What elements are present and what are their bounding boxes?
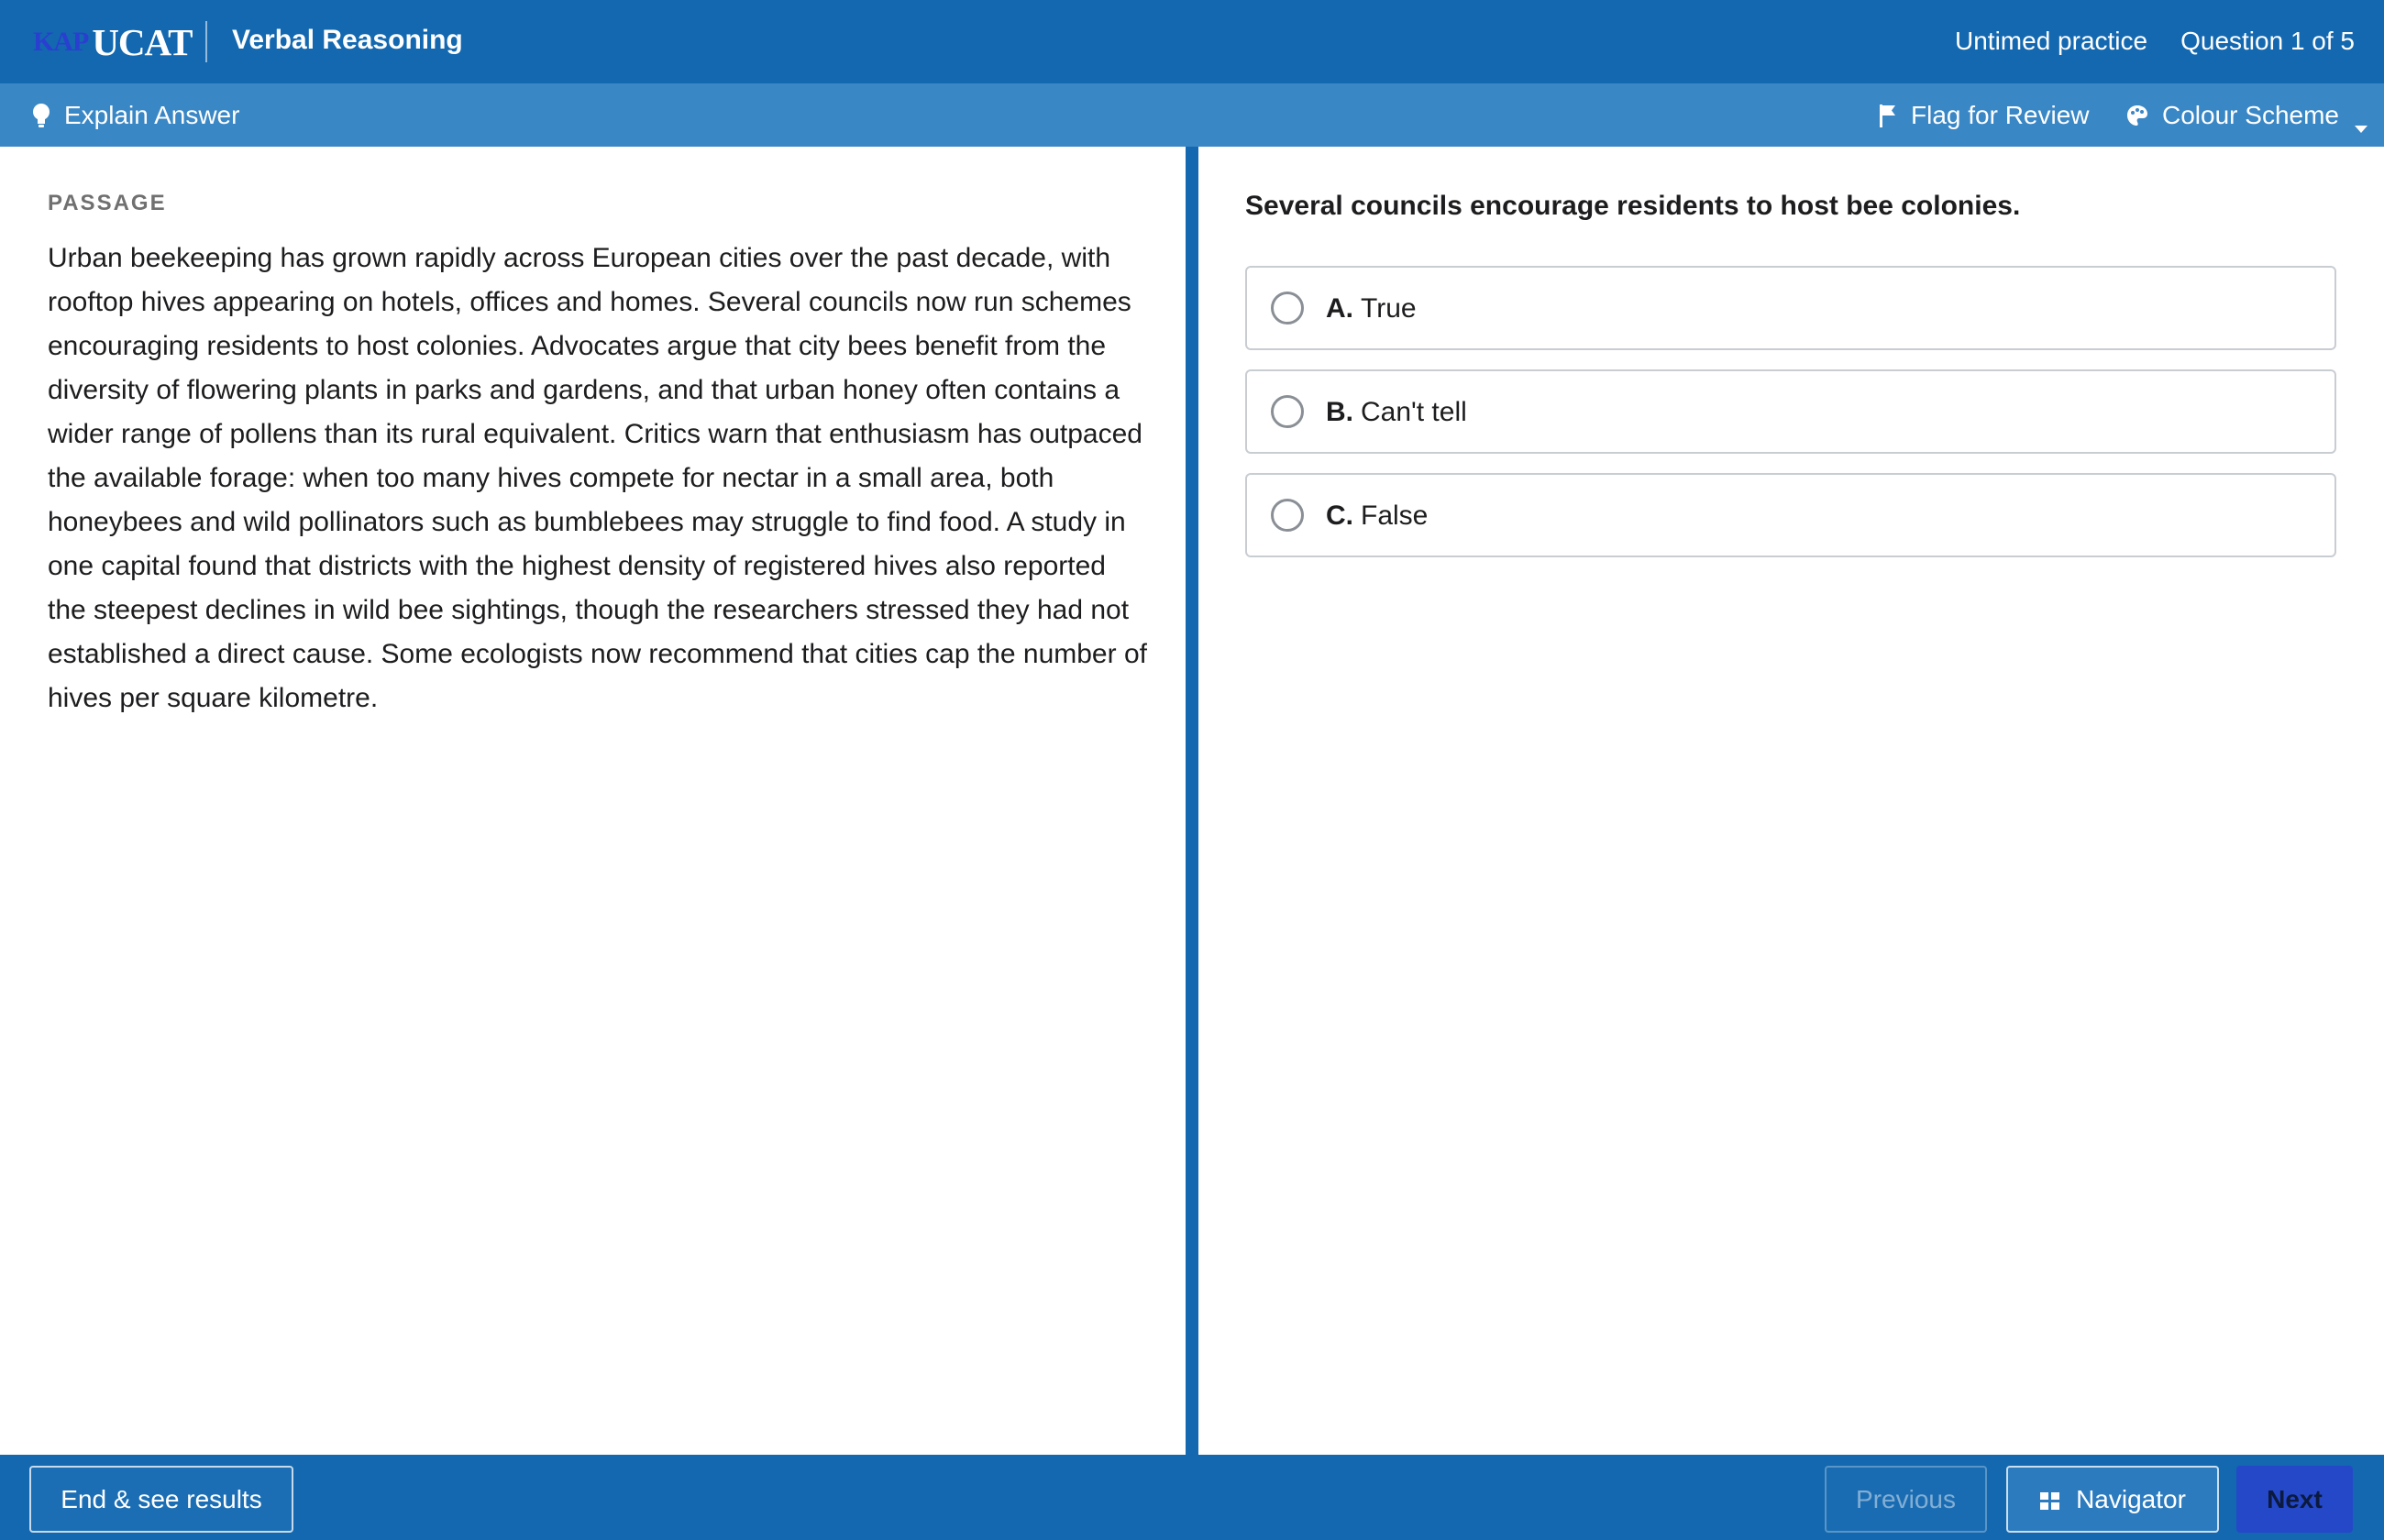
radio-icon[interactable] bbox=[1271, 499, 1304, 532]
exam-footer bbox=[0, 1455, 2384, 1540]
palette-icon bbox=[2125, 104, 2149, 127]
option-label: True bbox=[1361, 293, 1417, 324]
logo-prefix: KAP bbox=[33, 27, 89, 57]
previous-button[interactable]: Previous bbox=[1825, 1466, 1987, 1533]
flag-for-review-label: Flag for Review bbox=[1911, 100, 2090, 129]
option-letter: C. bbox=[1326, 500, 1353, 531]
navigator-button[interactable] bbox=[2006, 1466, 2219, 1533]
app-logo bbox=[33, 20, 192, 64]
option-text bbox=[1326, 397, 1467, 428]
flag-for-review-button[interactable] bbox=[1878, 83, 2090, 147]
explain-answer-label: Explain Answer bbox=[64, 100, 240, 129]
header-divider bbox=[205, 21, 207, 62]
navigator-label: Navigator bbox=[2076, 1484, 2186, 1513]
passage-pane bbox=[0, 147, 1186, 1455]
lightbulb-icon bbox=[31, 103, 51, 128]
header-status bbox=[1955, 27, 2355, 56]
grid-icon bbox=[2039, 1489, 2061, 1511]
option-label: Can't tell bbox=[1361, 397, 1467, 427]
answer-option-false[interactable] bbox=[1245, 473, 2336, 557]
option-letter: B. bbox=[1326, 397, 1353, 427]
passage-heading: PASSAGE bbox=[48, 191, 167, 215]
question-pane bbox=[1198, 147, 2384, 1455]
option-letter: A. bbox=[1326, 293, 1353, 324]
pane-splitter[interactable] bbox=[1186, 147, 1198, 1455]
option-text bbox=[1326, 500, 1428, 532]
radio-icon[interactable] bbox=[1271, 292, 1304, 324]
answer-option-cant-tell[interactable] bbox=[1245, 369, 2336, 454]
app-header bbox=[0, 0, 2384, 83]
next-button[interactable]: Next bbox=[2236, 1466, 2353, 1533]
passage-text: Urban beekeeping has grown rapidly across European cities over the past decade, with rooftop hives appearing on hotels, offices and homes. Several councils now run schemes encouraging residents to host colonies. Advocates argue that city bees benefit from the diversity of flowering plants in parks and gardens, and that urban honey often contains a wider range of pollens than its rural equivalent. Critics warn that enthusiasm has outpaced the available forage: when too many hives compete for nectar in a small area, both honeybees and wild pollinators such as bumblebees may struggle to find food. A study in one capital found that districts with the highest density of registered hives also reported the steepest declines in wild bee sightings, though the researchers stressed they had not established a direct cause. Some ecologists now recommend that cities cap the number of hives per square kilometre. bbox=[48, 243, 1147, 713]
practice-mode-label: Untimed practice bbox=[1955, 27, 2148, 55]
section-title: Verbal Reasoning bbox=[232, 25, 463, 55]
explain-answer-button[interactable] bbox=[31, 83, 239, 147]
end-and-see-results-button[interactable]: End & see results bbox=[29, 1466, 293, 1533]
logo-text: UCAT bbox=[92, 21, 193, 63]
chevron-down-icon bbox=[2354, 111, 2368, 120]
flag-icon bbox=[1878, 103, 1898, 128]
exam-toolbar bbox=[0, 83, 2384, 147]
radio-icon[interactable] bbox=[1271, 395, 1304, 428]
option-label: False bbox=[1361, 500, 1429, 531]
question-counter: Question 1 of 5 bbox=[2180, 27, 2355, 55]
colour-scheme-label: Colour Scheme bbox=[2162, 100, 2339, 129]
option-text bbox=[1326, 293, 1417, 324]
answer-option-true[interactable] bbox=[1245, 266, 2336, 350]
answer-options bbox=[1245, 266, 2336, 577]
question-stem: Several councils encourage residents to host bee colonies. bbox=[1245, 191, 2021, 221]
colour-scheme-dropdown[interactable] bbox=[2125, 83, 2368, 147]
